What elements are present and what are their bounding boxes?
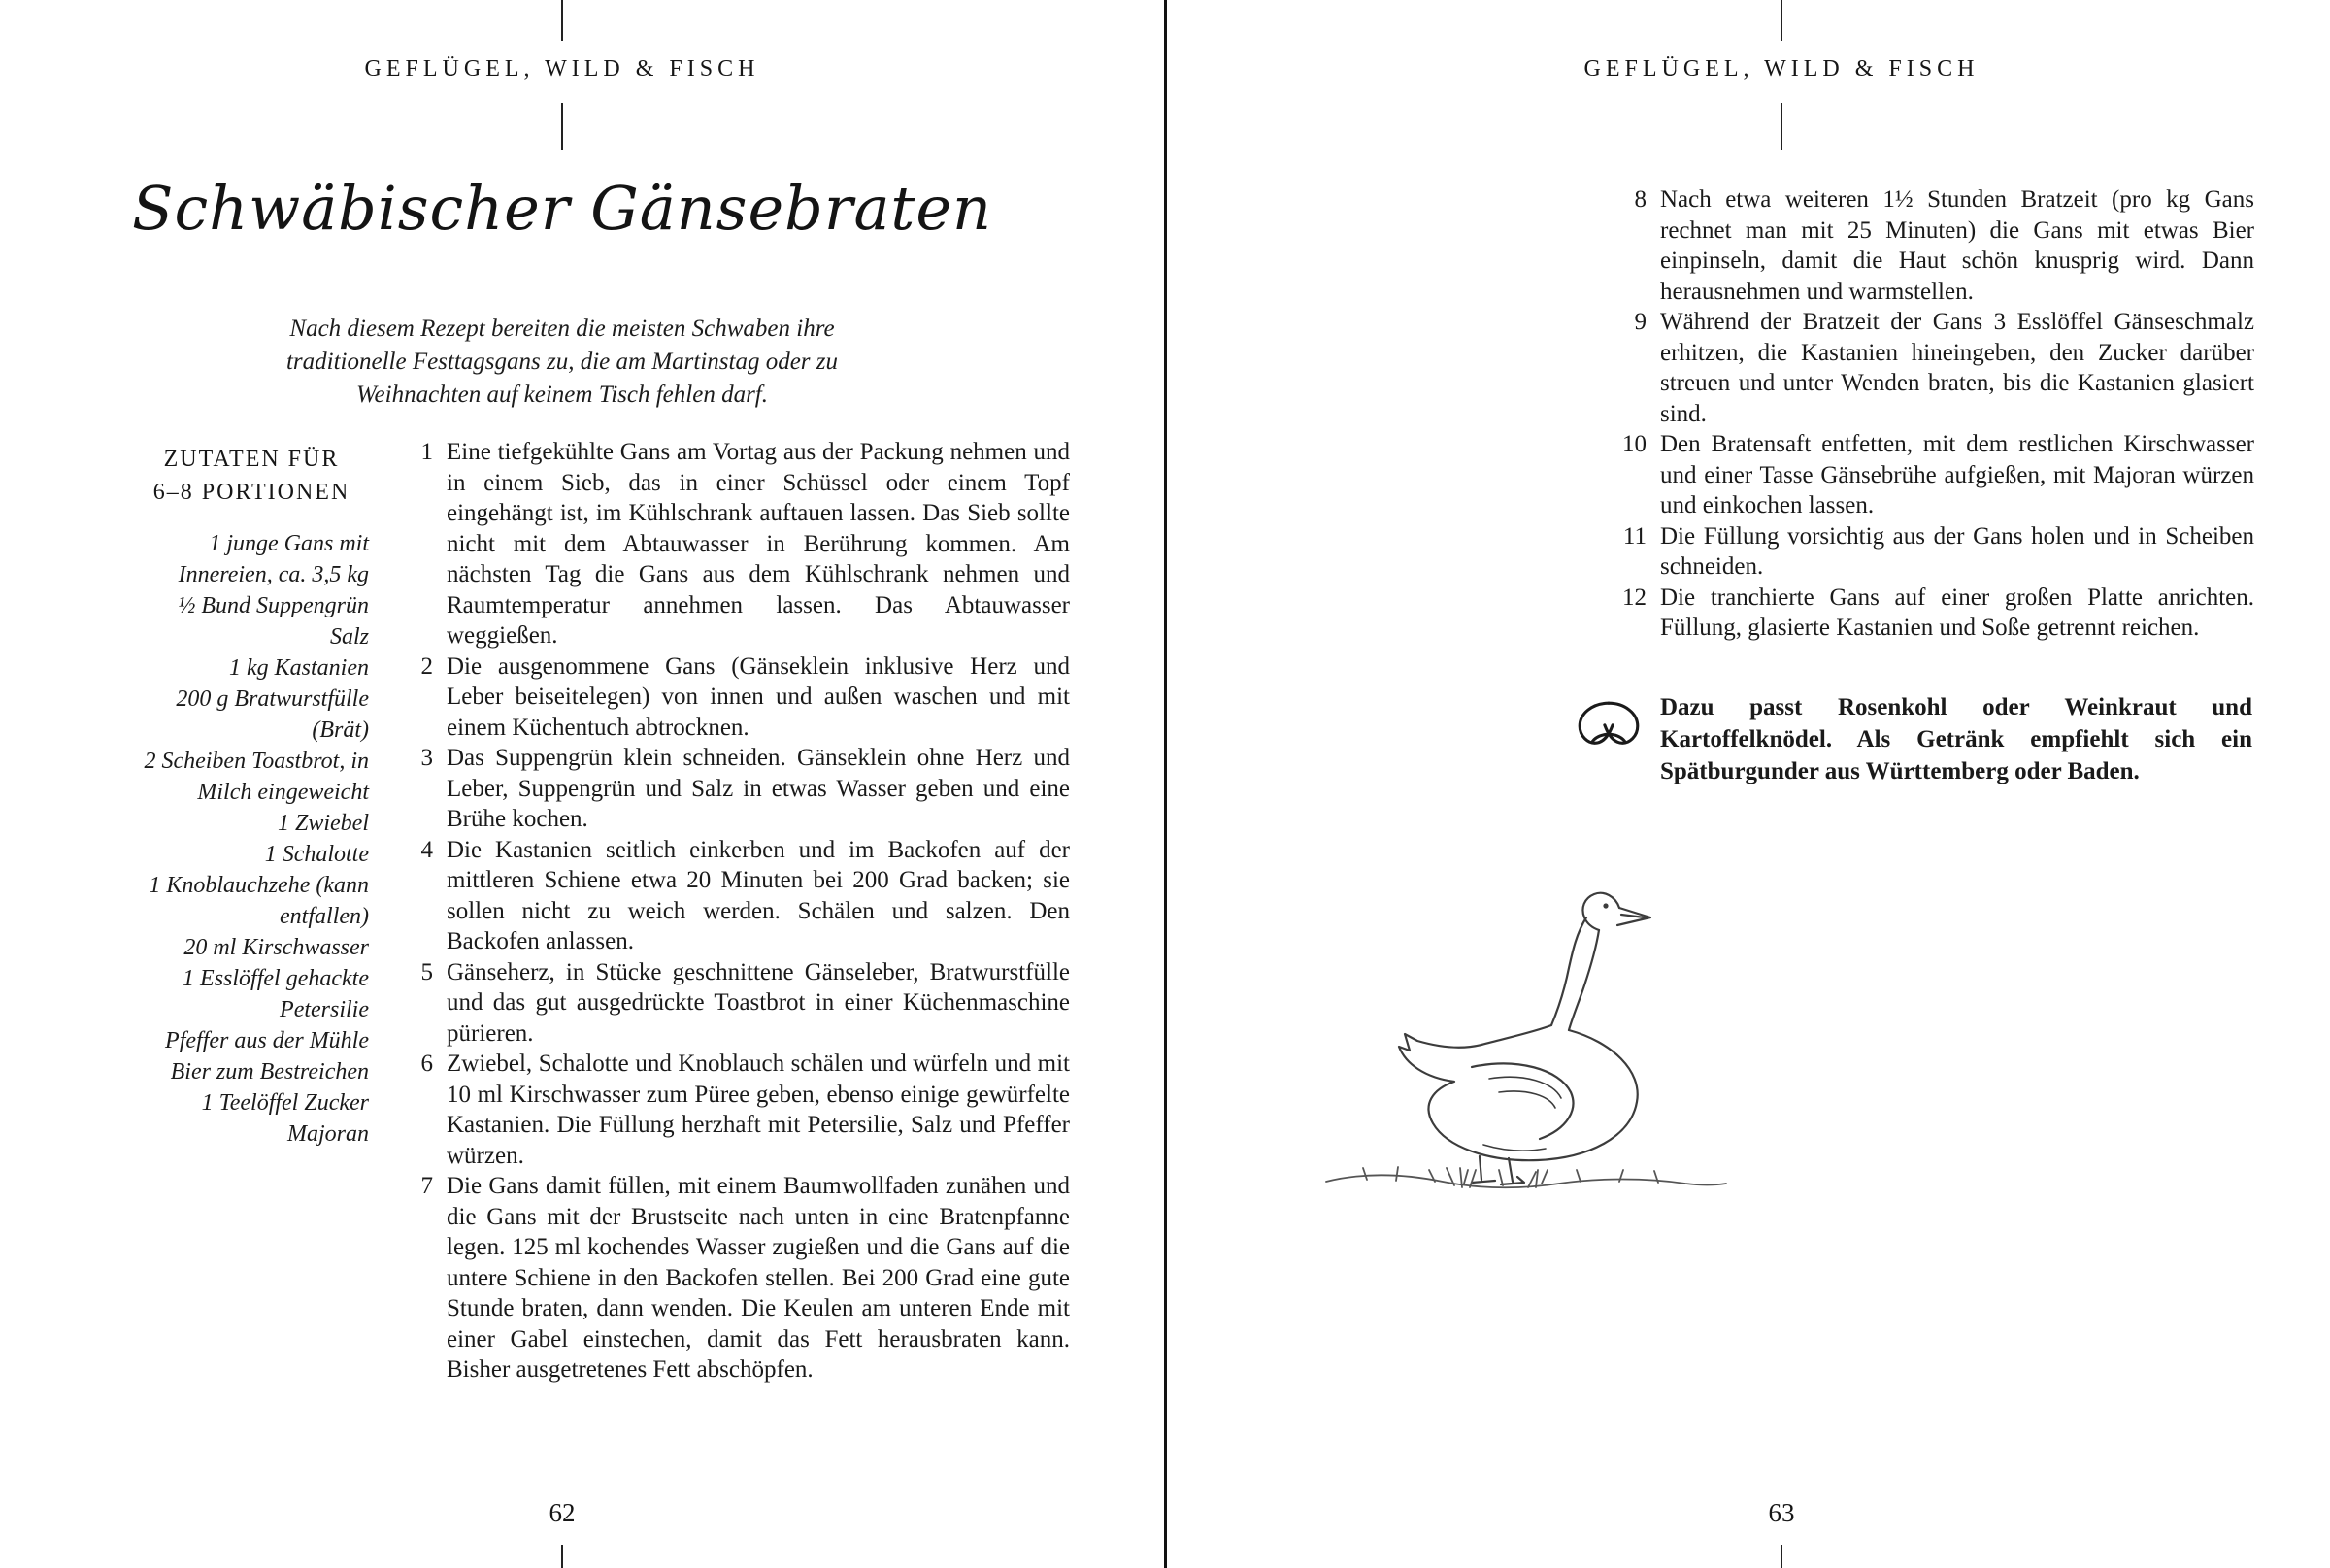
steps-list-left <box>408 437 1070 1385</box>
recipe-step <box>408 957 1070 1050</box>
step-number: 7 <box>420 1173 433 1199</box>
ingredient-item: 1 Teelöffel Zucker <box>201 1090 369 1116</box>
recipe-step <box>408 1171 1070 1385</box>
ingredient-item: ½ Bund Suppengrün <box>178 593 369 618</box>
step-text: Nach etwa weiteren 1½ Stunden Bratzeit (pro kg Gans rechnet man mit 25 Minuten) die Gans mit etwas Bier einpinseln, damit die Haut schön knusprig wird. Dann herausnehmen und warmstellen. <box>1660 186 2254 305</box>
step-text: Zwiebel, Schalotte und Knoblauch schälen und würfeln und mit 10 ml Kirschwasser zum Püree geben, ebenso einige gewürfelte Kastanien. Die Füllung herzhaft mit Petersilie, Salz und Pfeffer würzen. <box>447 1051 1070 1169</box>
step-text: Die Kastanien seitlich einkerben und im Backofen auf der mittleren Schiene etwa 20 Minuten bei 200 Grad backen; sie sollen nicht zu weich werden. Schälen und salzen. Den Backofen anlassen. <box>447 836 1070 954</box>
ingredients-heading-line1: ZUTATEN FÜR <box>163 447 340 472</box>
recipe-step <box>1608 583 2254 644</box>
ingredient-item: Salz <box>329 624 369 650</box>
ingredients-heading <box>134 443 369 509</box>
step-text: Die Füllung vorsichtig aus der Gans holen und in Scheiben schneiden. <box>1660 522 2254 580</box>
ingredient-item: 1 junge Gans mit Innereien, ca. 3,5 kg <box>178 531 369 587</box>
running-head-left: GEFLÜGEL, WILD & FISCH <box>364 56 760 82</box>
step-number: 2 <box>420 652 433 680</box>
serving-tip <box>1573 691 2252 787</box>
pretzel-icon <box>1573 695 1645 756</box>
step-text: Während der Bratzeit der Gans 3 Esslöffel Gänseschmalz erhitzen, die Kastanien hineingeben, den Zucker darüber streuen und unter Wenden braten, bis die Kastanien glasiert sind. <box>1660 309 2254 427</box>
step-number: 12 <box>1622 584 1647 611</box>
ingredient-item: 1 Knoblauchzehe (kann entfallen) <box>149 873 369 929</box>
goose-illustration <box>1309 852 1736 1194</box>
step-text: Den Bratensaft entfetten, mit dem restlichen Kirschwasser und einer Tasse Gänsebrühe aufgießen, mit Majoran würzen und einkochen lassen. <box>1660 431 2254 518</box>
step-number: 3 <box>420 745 433 771</box>
serving-tip-text: Dazu passt Rosenkohl oder Weinkraut und Kartoffelknödel. Als Getränk empfiehlt sich ein Spätburgunder aus Württemberg oder Baden. <box>1660 694 2252 784</box>
step-text: Das Suppengrün klein schneiden. Gänseklein ohne Herz und Leber, Suppengrün und Salz in etwas Wasser geben und eine Brühe kochen. <box>447 745 1070 832</box>
step-number: 8 <box>1634 186 1647 213</box>
recipe-step <box>1608 521 2254 583</box>
running-head-right: GEFLÜGEL, WILD & FISCH <box>1583 56 1980 82</box>
recipe-step <box>408 743 1070 835</box>
ornament-rule-bottom-left <box>561 1545 563 1568</box>
ornament-rule-underhead-right <box>1781 103 1782 150</box>
recipe-step <box>408 651 1070 744</box>
step-number: 4 <box>420 836 433 863</box>
ingredient-item: 1 Schalotte <box>264 842 369 867</box>
step-text: Gänseherz, in Stücke geschnittene Gänseleber, Bratwurstfülle und das gut ausgedrückte Toastbrot in einer Küchenmaschine pürieren. <box>447 958 1070 1047</box>
ornament-rule-top-right <box>1781 0 1782 41</box>
ingredient-item: 1 Zwiebel <box>278 811 369 836</box>
ingredient-item: Bier zum Bestreichen <box>170 1059 369 1084</box>
ornament-rule-top-left <box>561 0 563 41</box>
ingredients-list <box>134 528 369 1150</box>
ingredients-column <box>134 443 369 1150</box>
recipe-step <box>408 437 1070 651</box>
step-text: Die Gans damit füllen, mit einem Baumwollfaden zunähen und die Gans mit der Brustseite nach unten in eine Bratenpfanne legen. 125 ml kochendes Wasser zugießen und die Gans auf die untere Schiene in den Backofen stellen. Bei 200 Grad eine gute Stunde braten, dann wenden. Die Keulen am unteren Ende mit einer Gabel einstechen, damit das Fett herausbraten kann. Bisher ausgetretenes Fett abschöpfen. <box>447 1173 1070 1383</box>
recipe-step <box>408 1049 1070 1171</box>
ornament-rule-bottom-right <box>1781 1545 1782 1568</box>
step-text: Die ausgenommene Gans (Gänseklein inklusive Herz und Leber beiseitelegen) von innen und außen waschen und mit einem Küchentuch abtrocknen. <box>447 652 1070 741</box>
ingredient-item: 1 Esslöffel gehackte Petersilie <box>183 966 369 1022</box>
ingredient-item: 200 g Bratwurstfülle (Brät) <box>176 686 369 743</box>
page-number-right: 63 <box>1768 1498 1795 1527</box>
recipe-step <box>1608 307 2254 429</box>
step-text: Eine tiefgekühlte Gans am Vortag aus der Packung nehmen und in einem Sieb, das in einer Schüssel oder einem Topf eingehängt ist, im Kühlschrank auftauen lassen. Das Sieb sollte nicht mit dem Abtauwasser in Berührung kommen. Am nächsten Tag die Gans aus dem Kühlschrank nehmen und Raumtemperatur annehmen lassen. Das Abtauwasser weggießen. <box>447 439 1070 649</box>
ingredient-item: 20 ml Kirschwasser <box>183 935 369 960</box>
ingredient-item: 1 kg Kastanien <box>229 655 369 681</box>
steps-list-right <box>1608 184 2254 644</box>
step-number: 1 <box>420 439 433 465</box>
recipe-intro: Nach diesem Rezept bereiten die meisten Schwaben ihre traditionelle Festtagsgans zu, die am Martinstag oder zu Weihnachten auf keinem Tisch fehlen darf. <box>285 316 839 408</box>
ornament-rule-underhead-left <box>561 103 563 150</box>
step-number: 9 <box>1634 309 1647 335</box>
recipe-step <box>1608 184 2254 307</box>
step-number: 10 <box>1622 431 1647 457</box>
page-gutter-divider <box>1164 0 1167 1568</box>
step-number: 11 <box>1622 522 1647 550</box>
step-text: Die tranchierte Gans auf einer großen Platte anrichten. Füllung, glasierte Kastanien und Soße getrennt reichen. <box>1660 584 2254 641</box>
recipe-step <box>1608 429 2254 521</box>
page-number-left: 62 <box>549 1498 576 1527</box>
ingredient-item: Pfeffer aus der Mühle <box>165 1028 369 1053</box>
step-number: 6 <box>420 1051 433 1077</box>
ingredients-heading-line2: 6–8 PORTIONEN <box>152 480 350 505</box>
ingredient-item: 2 Scheiben Toastbrot, in Milch eingeweicht <box>144 749 369 805</box>
recipe-step <box>408 835 1070 957</box>
recipe-title: Schwäbischer Gänsebraten <box>132 173 992 244</box>
step-number: 5 <box>420 958 433 985</box>
ingredient-item: Majoran <box>287 1121 369 1147</box>
